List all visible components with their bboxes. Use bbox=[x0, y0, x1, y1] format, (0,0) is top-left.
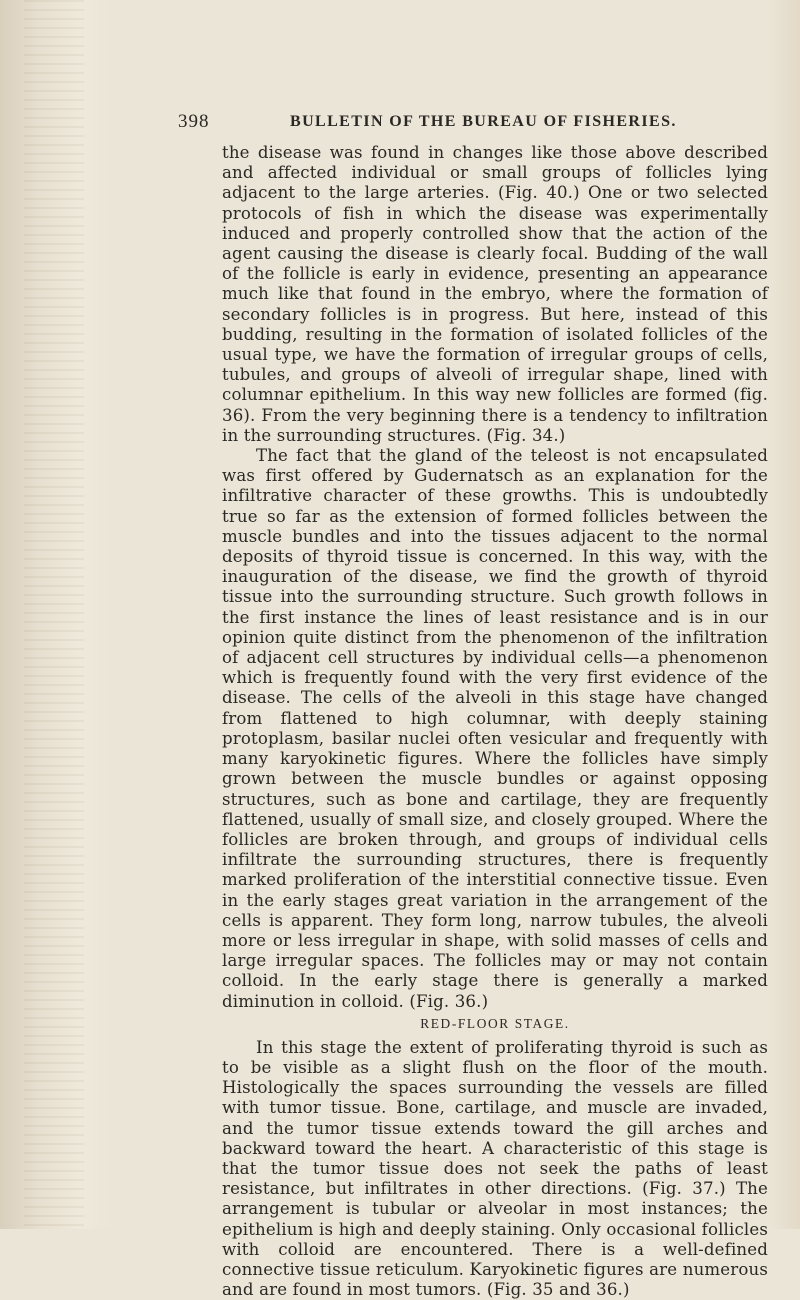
paragraph-continuation: the disease was found in changes like those above described and affected individual or small groups of follicles lying adjacent to the large arteries. (Fig. 40.) One or two selected protocols of fish in which the disease was experimentally induced and properly controlled show that the action of the agent causing the disease is clearly focal. Budding of the wall of the follicle is early in evidence, presenting an appearance much like that found in the embryo, where the formation of secondary follicles is in progress. But here, instead of this budding, resulting in the formation of isolated follicles of the usual type, we have the formation of irregular groups of cells, tubules, and groups of alveoli of irregular shape, lined with columnar epithelium. In this way new follicles are formed (fig. 36). From the very beginning there is a tendency to infiltration in the surrounding structures. (Fig. 34.) bbox=[222, 143, 768, 445]
page-right-edge bbox=[770, 0, 800, 1229]
body-text bbox=[222, 143, 768, 1300]
paragraph-red-floor-stage: In this stage the extent of proliferating thyroid is such as to be visible as a slight flush on the floor of the mouth. Histologically the spaces surrounding the vessels are filled with tumor tissue. Bone, cartilage, and muscle are invaded, and the tumor tissue extends toward the gill arches and backward toward the heart. A characteristic of this stage is that the tumor tissue does not seek the paths of least resistance, but infiltrates in other directions. (Fig. 37.) The arrangement is tubular or alveolar in most instances; the epithelium is high and deeply staining. Only occasional follicles with colloid are encountered. There is a well-defined connective tissue reticulum. Karyokinetic figures are numerous and are found in most tumors. (Fig. 35 and 36.) bbox=[222, 1037, 768, 1300]
page-number: 398 bbox=[178, 111, 210, 132]
page-header bbox=[178, 111, 758, 135]
running-title: BULLETIN OF THE BUREAU OF FISHERIES. bbox=[290, 113, 677, 130]
section-heading-red-floor-stage: RED-FLOOR STAGE. bbox=[420, 1015, 570, 1031]
page-binding-edge bbox=[0, 0, 112, 1229]
paragraph-encapsulation: The fact that the gland of the teleost is not encapsulated was first offered by Gudernatsch as an explanation for the infiltrative character of these growths. This is undoubtedly true so far as the extension of formed follicles between the muscle bundles and into the tissues adjacent to the normal deposits of thyroid tissue is concerned. In this way, with the inauguration of the disease, we find the growth of thyroid tissue into the surrounding structure. Such growth follows in the first instance the lines of least resistance and is in our opinion quite distinct from the phenomenon of the infiltration of adjacent cell structures by individual cells—a phenomenon which is frequently found with the very first evidence of the disease. The cells of the alveoli in this stage have changed from flattened to high columnar, with deeply staining protoplasm, basilar nuclei often vesicular and frequently with many karyokinetic figures. Where the follicles have simply grown between the muscle bundles or against opposing structures, such as bone and cartilage, they are frequently flattened, usually of small size, and closely grouped. Where the follicles are broken through, and groups of individual cells infiltrate the surrounding structures, there is frequently marked proliferation of the interstitial connective tissue. Even in the early stages great variation in the arrangement of the cells is apparent. They form long, narrow tubules, the alveoli more or less irregular in shape, with solid masses of cells and large irregular spaces. The follicles may or may not contain colloid. In the early stage there is generally a marked diminution in colloid. (Fig. 36.) bbox=[222, 446, 768, 1011]
